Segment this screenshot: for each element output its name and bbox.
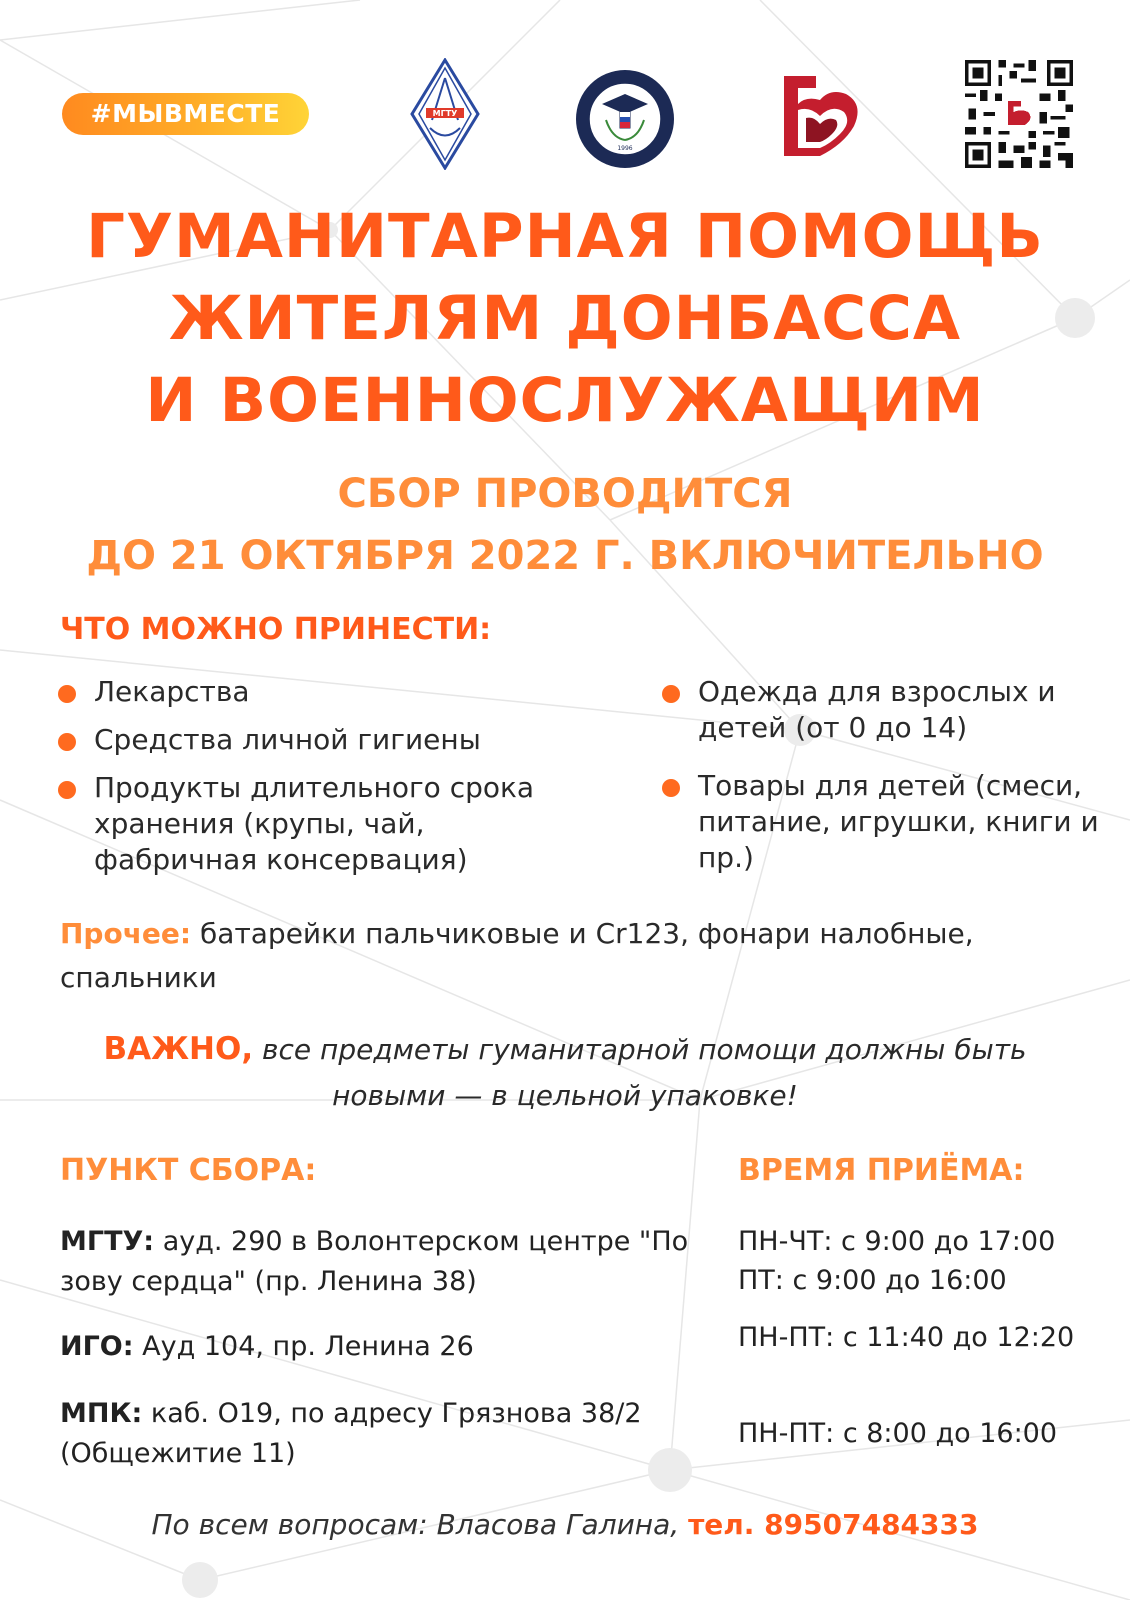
bring-list-left [58,674,578,890]
other-label: Прочее: [60,917,192,950]
mgtu-logo-text: МГТУ [432,109,458,118]
contact-phone[interactable]: тел. 89507484333 [688,1508,979,1541]
bullet-icon [662,779,680,797]
list-item-text: Товары для детей (смеси, питание, игрушки, книги и пр.) [698,769,1099,874]
point-name: МГТУ: [60,1226,155,1257]
contact-text: По всем вопросам: Власова Галина, [151,1508,689,1541]
bullet-icon [58,685,76,703]
bring-list-right [662,674,1102,898]
collection-point-heading: ПУНКТ СБОРА: [60,1153,317,1188]
list-item-text: Продукты длительного срока хранения (крупы, чай, фабричная консервация) [94,771,535,876]
other-text: батарейки пальчиковые и Cr123, фонари налобные, спальники [60,917,974,994]
hours-igo: ПН-ПТ: с 11:40 до 12:20 [738,1322,1075,1353]
hours-mgtu-mon-thu: ПН-ЧТ: с 9:00 до 17:00 [738,1226,1056,1257]
title-line-2: ЖИТЕЛЯМ ДОНБАССА [168,283,962,354]
collection-point-mpk [60,1394,720,1474]
title-line-3: И ВОЕННОСЛУЖАЩИМ [145,365,985,436]
point-address: ауд. 290 в Волонтерском центре "По зову сердца" (пр. Ленина 38) [60,1226,689,1297]
collection-point-mgtu [60,1222,720,1302]
other-items [60,912,1080,1000]
point-address: каб. О19, по адресу Грязнова 38/2 (Общежитие 11) [60,1398,642,1469]
list-item [662,768,1102,876]
hours-mpk: ПН-ПТ: с 8:00 до 16:00 [738,1418,1058,1449]
bullet-icon [662,685,680,703]
reception-time-heading: ВРЕМЯ ПРИЁМА: [738,1153,1025,1188]
important-label: ВАЖНО, [103,1031,254,1067]
collection-period [20,463,1110,587]
point-name: МПК: [60,1398,143,1429]
subtitle-line-1: СБОР ПРОВОДИТСЯ [337,471,793,517]
list-item [58,674,578,710]
seal-year: 1996 [617,145,633,152]
list-item-text: Одежда для взрослых и детей (от 0 до 14) [698,675,1056,744]
list-item-text: Лекарства [94,675,250,708]
what-to-bring-heading: ЧТО МОЖНО ПРИНЕСТИ: [60,612,492,647]
list-item [662,674,1102,746]
university-seal-logo [574,68,676,170]
bullet-icon [58,781,76,799]
list-item [58,722,578,758]
list-item [58,770,574,878]
important-notice [60,1026,1070,1119]
collection-point-igo [60,1327,720,1367]
point-address: Ауд 104, пр. Ленина 26 [133,1331,474,1362]
hours-mgtu-fri: ПТ: с 9:00 до 16:00 [738,1265,1007,1296]
title-line-1: ГУМАНИТАРНАЯ ПОМОЩЬ [86,201,1044,272]
mgtu-logo [410,58,480,170]
point-name: ИГО: [60,1331,134,1362]
important-text: все предметы гуманитарной помощи должны быть новыми — в цельной упаковке! [253,1033,1027,1112]
list-item-text: Средства личной гигиены [94,723,481,756]
volunteer-heart-logo [776,70,866,160]
hashtag-badge: #МЫВМЕСТЕ [62,93,309,135]
main-title [20,196,1110,442]
bullet-icon [58,733,76,751]
subtitle-line-2: ДО 21 ОКТЯБРЯ 2022 Г. ВКЛЮЧИТЕЛЬНО [86,533,1044,579]
qr-code-icon[interactable] [965,60,1073,168]
contact-footer [40,1508,1090,1541]
